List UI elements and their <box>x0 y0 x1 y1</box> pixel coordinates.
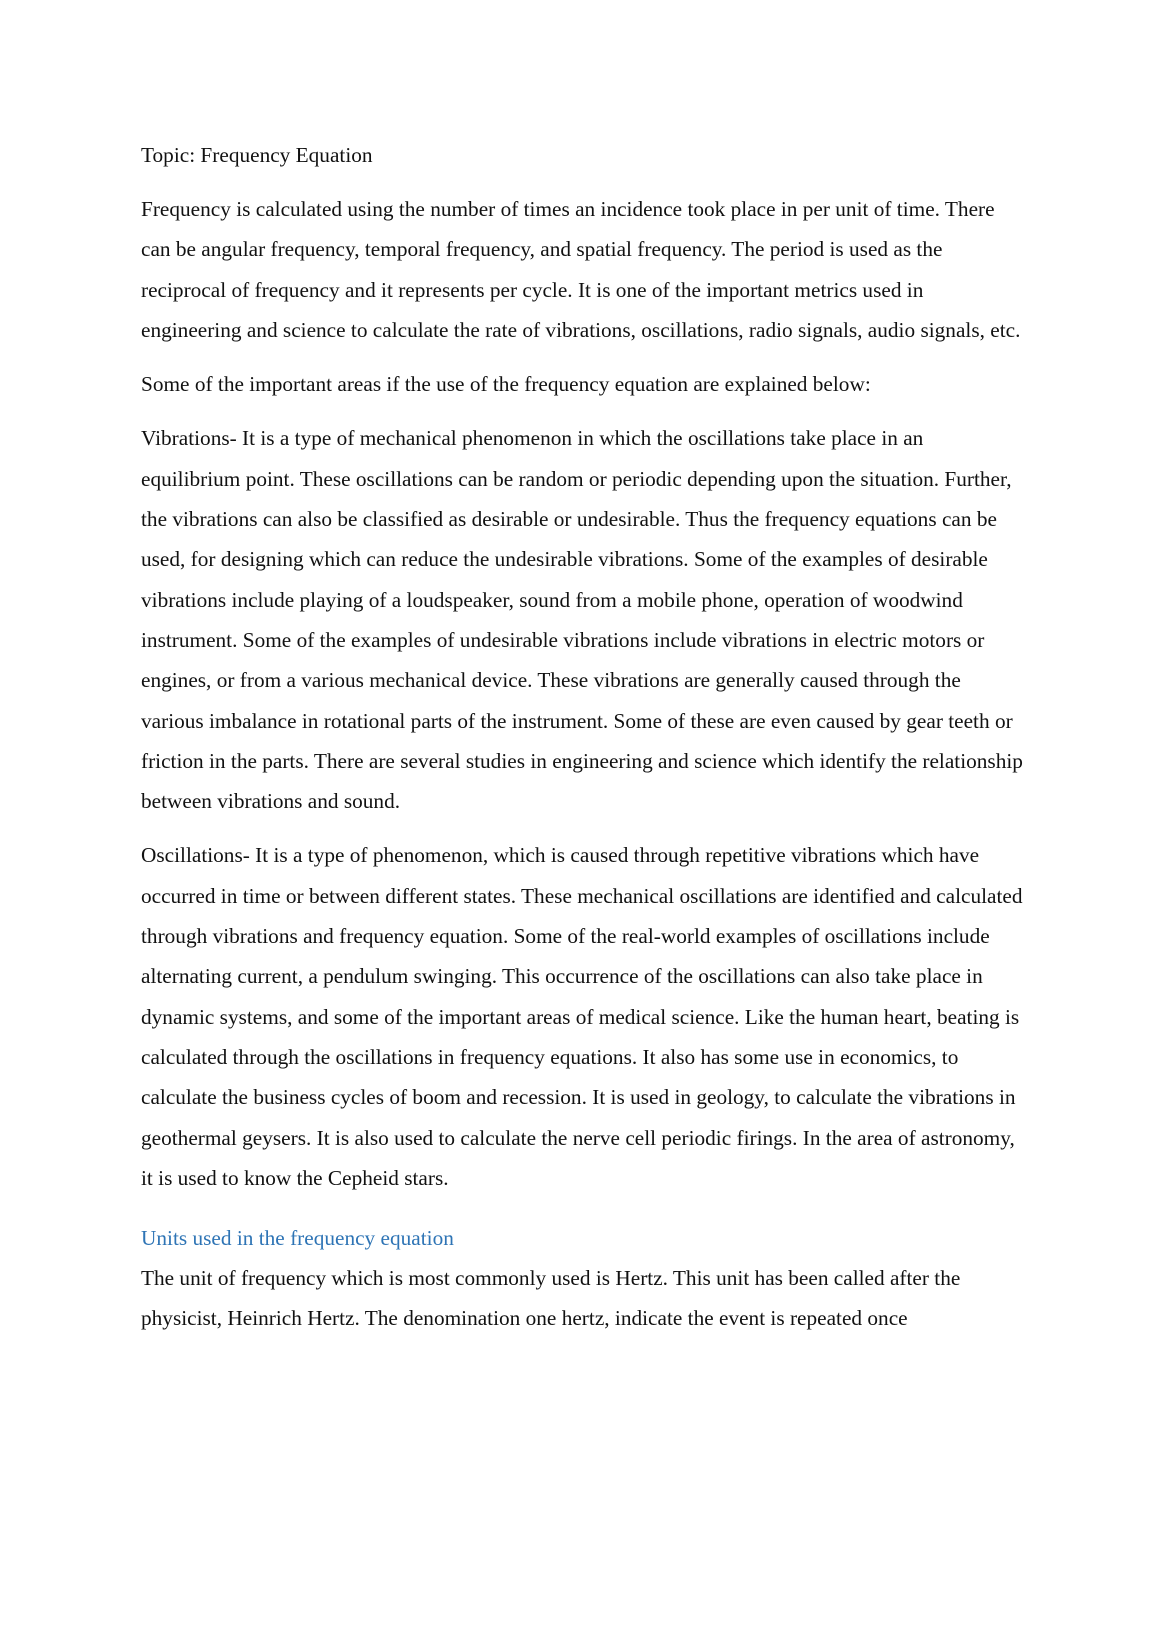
units-paragraph: The unit of frequency which is most commonly used is Hertz. This unit has been called after the physicist, Heinrich Hertz. The denomination one hertz, indicate the event is repeated once <box>141 1266 961 1331</box>
areas-intro-paragraph: Some of the important areas if the use of the frequency equation are explained below: <box>141 372 871 397</box>
topic-title: Topic: Frequency Equation <box>141 143 373 167</box>
units-heading: Units used in the frequency equation <box>141 1226 454 1251</box>
intro-paragraph: Frequency is calculated using the number of times an incidence took place in per unit of time. There can be angular frequency, temporal frequency, and spatial frequency. The period is used as the reciprocal of frequency and it represents per cycle. It is one of the important metrics used in engineering and science to calculate the rate of vibrations, oscillations, radio signals, audio signals, etc. <box>141 197 1021 342</box>
vibrations-paragraph: Vibrations- It is a type of mechanical phenomenon in which the oscillations take place in an equilibrium point. These oscillations can be random or periodic depending upon the situation. Further, the vibrations can also be classified as desirable or undesirable. Thus the frequency equations can be used, for designing which can reduce the undesirable vibrations. Some of the examples of desirable vibrations include playing of a loudspeaker, sound from a mobile phone, operation of woodwind instrument. Some of the examples of undesirable vibrations include vibrations in electric motors or engines, or from a various mechanical device. These vibrations are generally caused through the various imbalance in rotational parts of the instrument. Some of these are even caused by gear teeth or friction in the parts. There are several studies in engineering and science which identify the relationship between vibrations and sound. <box>141 426 1023 814</box>
document-body <box>141 135 1023 1353</box>
oscillations-paragraph: Oscillations- It is a type of phenomenon, which is caused through repetitive vibrations which have occurred in time or between different states. These mechanical oscillations are identified and calculated through vibrations and frequency equation. Some of the real-world examples of oscillations include alternating current, a pendulum swinging. This occurrence of the oscillations can also take place in dynamic systems, and some of the important areas of medical science. Like the human heart, beating is calculated through the oscillations in frequency equations. It also has some use in economics, to calculate the business cycles of boom and recession. It is used in geology, to calculate the vibrations in geothermal geysers. It is also used to calculate the nerve cell periodic firings. In the area of astronomy, it is used to know the Cepheid stars. <box>141 843 1023 1190</box>
